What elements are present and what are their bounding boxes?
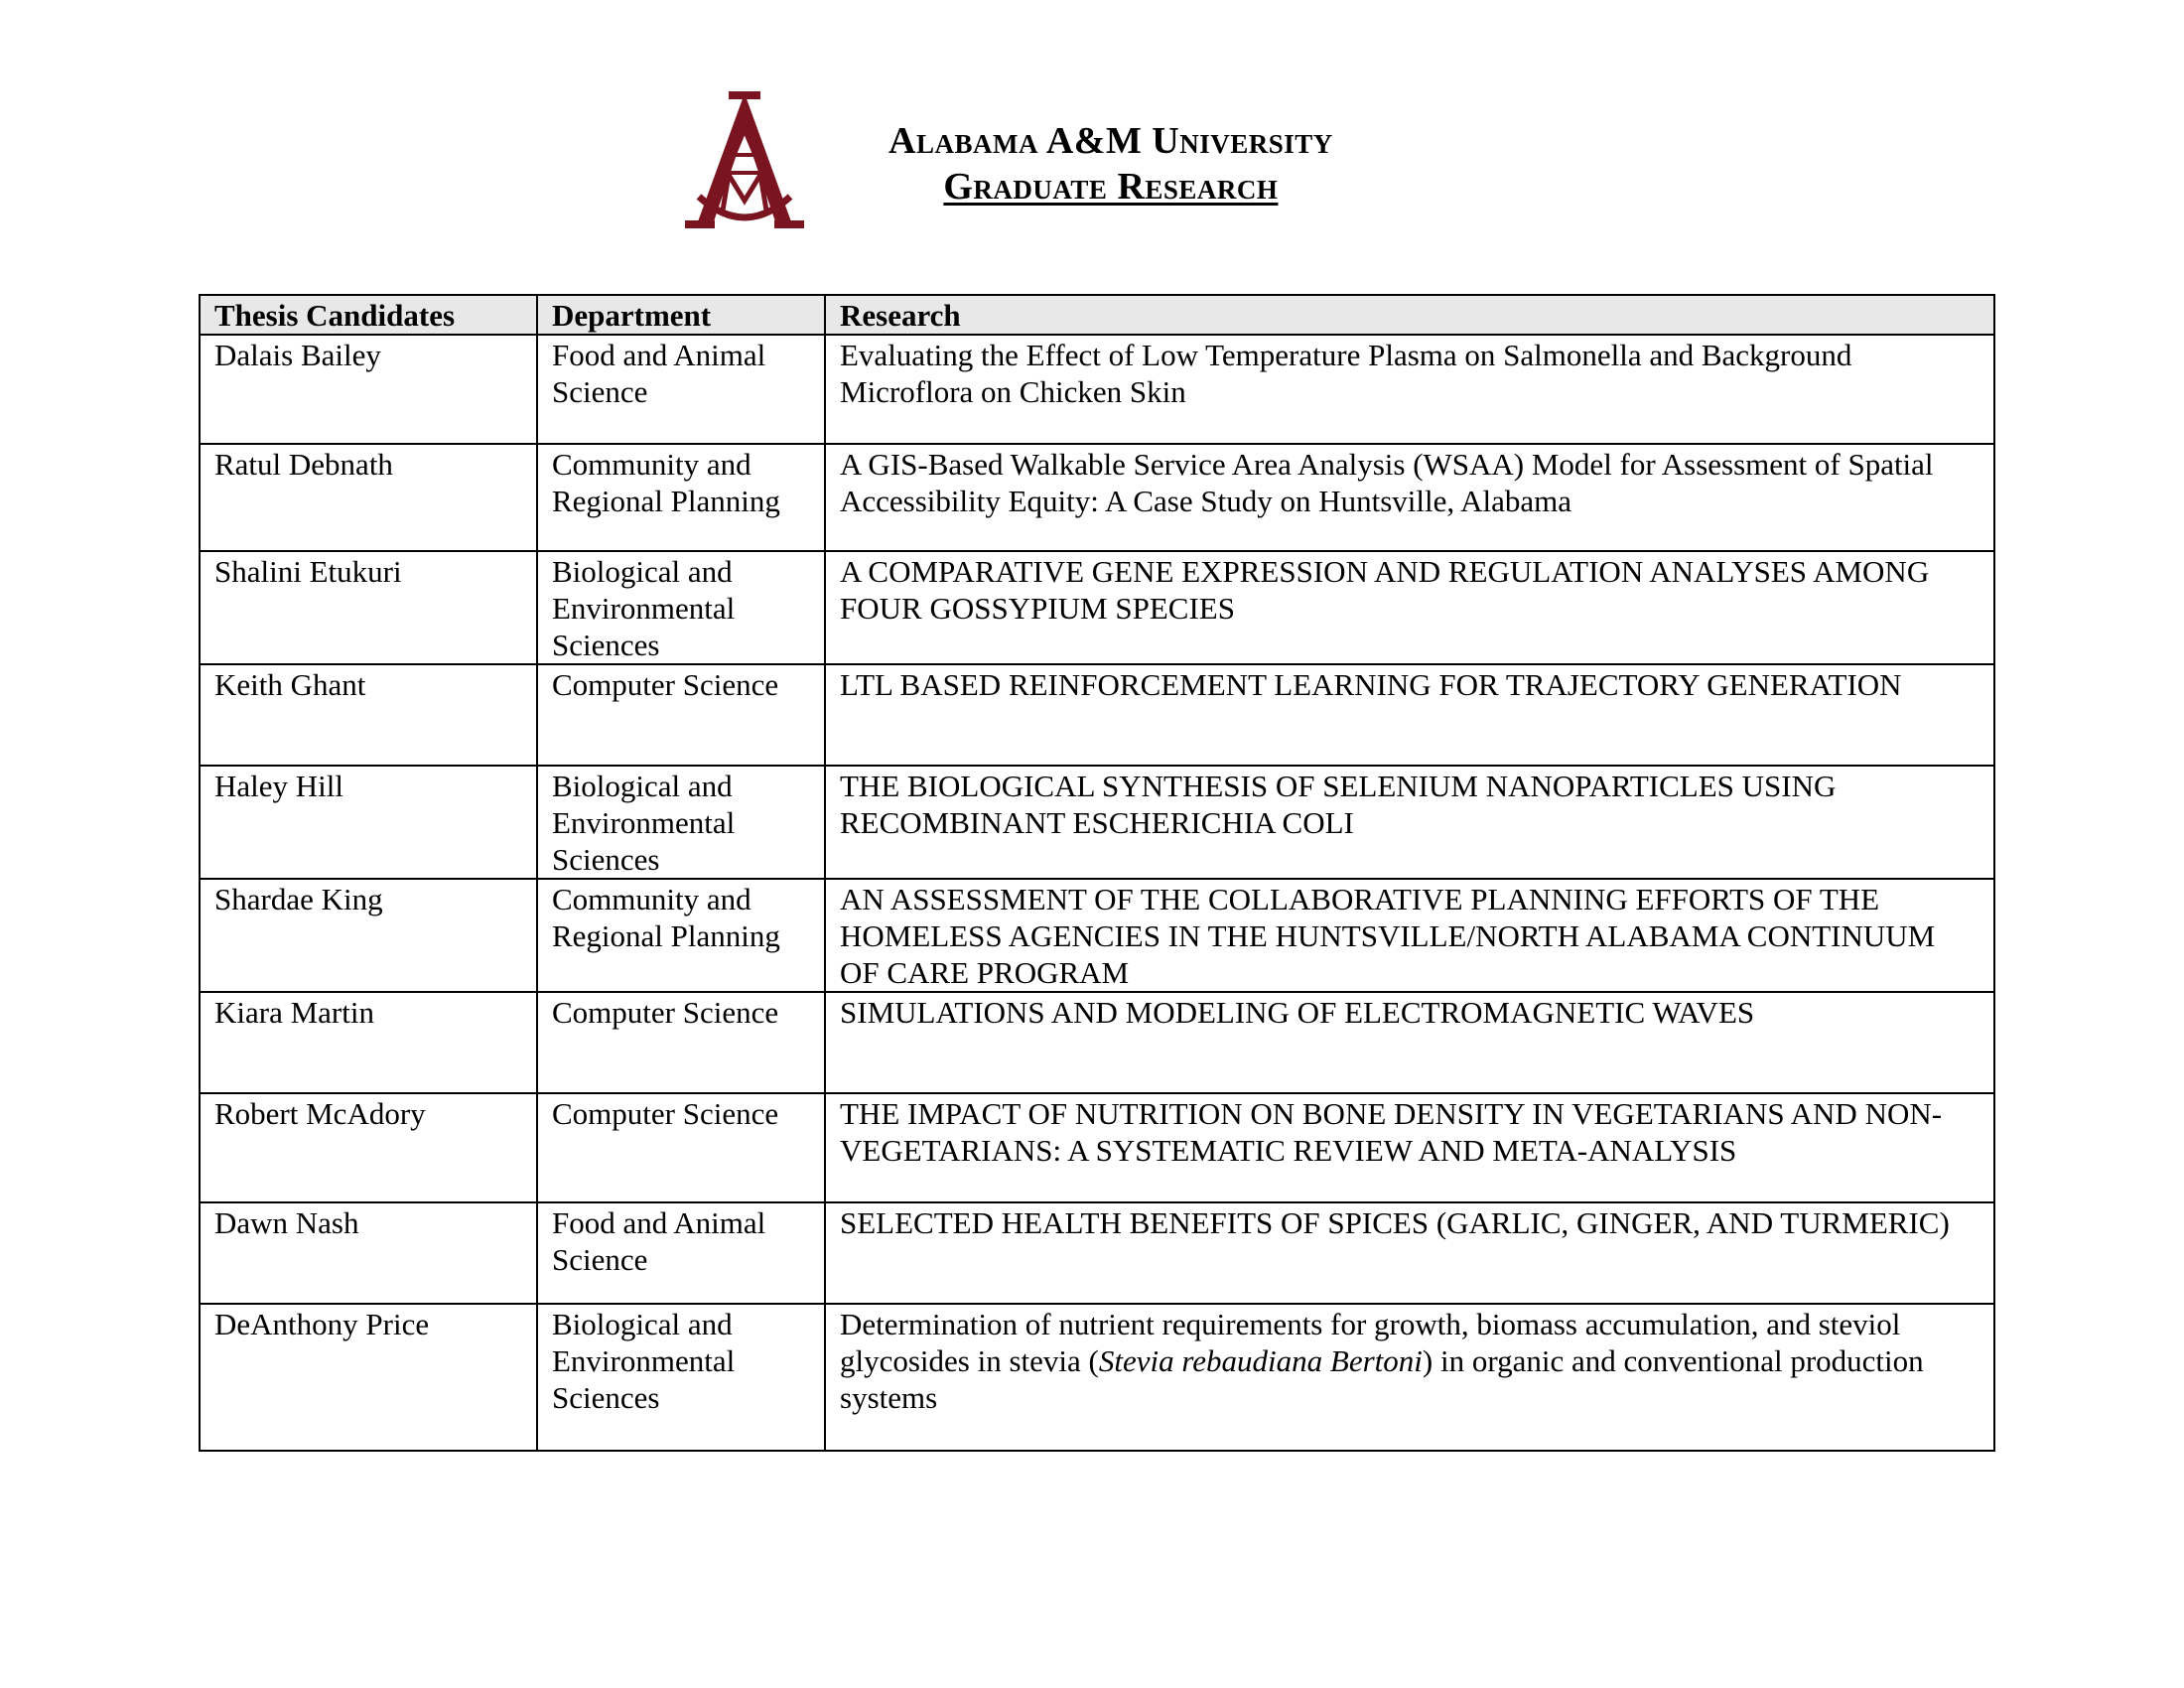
candidate-name: Robert McAdory [200,1093,537,1202]
thesis-candidates-table [199,294,1995,1452]
candidate-name: DeAnthony Price [200,1304,537,1451]
table-row [200,551,1994,664]
candidate-name: Ratul Debnath [200,444,537,551]
table-row [200,1304,1994,1451]
candidate-research: THE BIOLOGICAL SYNTHESIS OF SELENIUM NANOPARTICLES USING RECOMBINANT ESCHERICHIA COLI [825,766,1994,879]
column-header-department: Department [537,295,825,335]
table-row [200,879,1994,992]
candidate-department: Biological and Environmental Sciences [537,766,825,879]
table-row [200,444,1994,551]
table-row [200,766,1994,879]
candidate-department: Community and Regional Planning [537,444,825,551]
university-title: Alabama A&M University [888,120,1333,162]
page-header [685,89,1333,238]
candidate-department: Computer Science [537,992,825,1093]
research-text-end: ) in organic and conventional production systems [840,1343,1924,1415]
research-species-name: Stevia rebaudiana Bertoni [1098,1343,1423,1378]
candidate-research [825,1304,1994,1451]
candidate-research: Evaluating the Effect of Low Temperature Plasma on Salmonella and Background Microflora on Chicken Skin [825,335,1994,444]
candidate-department: Community and Regional Planning [537,879,825,992]
table-row [200,1202,1994,1304]
candidate-name: Kiara Martin [200,992,537,1093]
table-header-row [200,295,1994,335]
candidate-department: Biological and Environmental Sciences [537,551,825,664]
candidate-research: A COMPARATIVE GENE EXPRESSION AND REGULATION ANALYSES AMONG FOUR GOSSYPIUM SPECIES [825,551,1994,664]
candidate-research: LTL BASED REINFORCEMENT LEARNING FOR TRAJECTORY GENERATION [825,664,1994,766]
candidate-department: Biological and Environmental Sciences [537,1304,825,1451]
column-header-candidates: Thesis Candidates [200,295,537,335]
table-row [200,664,1994,766]
candidate-research: SIMULATIONS AND MODELING OF ELECTROMAGNETIC WAVES [825,992,1994,1093]
candidate-research: A GIS-Based Walkable Service Area Analysis (WSAA) Model for Assessment of Spatial Accessibility Equity: A Case Study on Huntsville, Alabama [825,444,1994,551]
graduate-research-title: Graduate Research [943,166,1279,208]
candidate-name: Shalini Etukuri [200,551,537,664]
candidate-name: Dalais Bailey [200,335,537,444]
candidate-department: Computer Science [537,1093,825,1202]
research-text-start: Determination of nutrient requirements for growth, biomass accumulation, and steviol glycosides in stevia ( [840,1307,1901,1378]
candidate-department: Computer Science [537,664,825,766]
candidate-name: Keith Ghant [200,664,537,766]
candidate-research: SELECTED HEALTH BENEFITS OF SPICES (GARLIC, GINGER, AND TURMERIC) [825,1202,1994,1304]
candidate-name: Haley Hill [200,766,537,879]
candidate-research: AN ASSESSMENT OF THE COLLABORATIVE PLANNING EFFORTS OF THE HOMELESS AGENCIES IN THE HUNTSVILLE/NORTH ALABAMA CONTINUUM OF CARE PROGRAM [825,879,1994,992]
table-row [200,992,1994,1093]
candidate-name: Dawn Nash [200,1202,537,1304]
candidate-research: THE IMPACT OF NUTRITION ON BONE DENSITY IN VEGETARIANS AND NON-VEGETARIANS: A SYSTEMATIC REVIEW AND META-ANALYSIS [825,1093,1994,1202]
candidate-department: Food and Animal Science [537,1202,825,1304]
university-logo-icon [685,89,804,238]
candidate-name: Shardae King [200,879,537,992]
header-titles [888,118,1333,210]
table-row [200,1093,1994,1202]
candidate-department: Food and Animal Science [537,335,825,444]
column-header-research: Research [825,295,1994,335]
table-row [200,335,1994,444]
